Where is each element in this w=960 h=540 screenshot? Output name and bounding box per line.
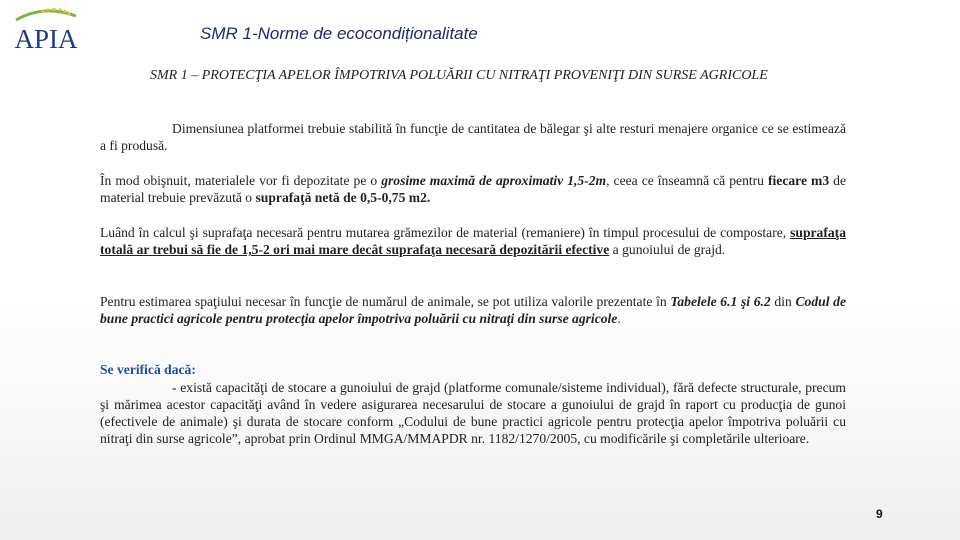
apia-logo — [8, 6, 84, 56]
code-reference: Codul de bune practici agricole pentru protecţia apelor împotriva poluării cu nitraţi din surse agricole — [100, 294, 846, 326]
bold-text: suprafaţă netă de 0,5-0,75 m2. — [255, 190, 431, 205]
text: Pentru estimarea spaţiului necesar în funcţie de numărul de animale, se pot utiliza valorile prezentate în — [100, 294, 671, 309]
text: a gunoiului de grajd. — [609, 242, 726, 257]
paragraph-space-estimate — [100, 293, 846, 327]
paragraph-total-area — [100, 224, 846, 258]
bold-text: fiecare m3 — [767, 173, 830, 188]
text: de material trebuie prevăzută o — [100, 173, 846, 205]
text: din — [770, 294, 796, 309]
text: În mod obişnuit, materialele vor fi depozitate pe o — [100, 173, 382, 188]
logo-text: APIA — [14, 24, 78, 54]
bold-italic-text: grosime maximă de aproximativ 1,5-2m — [381, 173, 607, 188]
section-title: SMR 1 – PROTECŢIA APELOR ÎMPOTRIVA POLUĂRII CU NITRAŢI PROVENIŢI DIN SURSE AGRICOLE — [150, 68, 768, 83]
text: . — [617, 311, 621, 326]
table-reference: Tabelele 6.1 şi 6.2 — [670, 294, 771, 309]
page-number: 9 — [876, 507, 883, 521]
paragraph-storage-thickness — [100, 172, 846, 206]
text: Luând în calcul şi suprafaţa necesară pentru mutarea grămezilor de material (remaniere) în timpul procesului de compostare, — [100, 225, 791, 240]
check-heading: Se verifică dacă: — [100, 362, 196, 377]
apia-logo-graphic — [8, 6, 84, 56]
paragraph-platform-size: Dimensiunea platformei trebuie stabilită în funcţie de cantitatea de bălegar şi alte resturi menajere organice ce se estimează a fi produsă. — [100, 121, 846, 153]
text: , ceea ce înseamnă că pentru — [606, 173, 768, 188]
slide-title: SMR 1-Norme de ecocondiționalitate — [200, 24, 478, 43]
underlined-bold-text: suprafaţa totală ar trebui să fie de 1,5-2 ori mai mare decât suprafaţa necesară depozitării efective — [100, 225, 846, 257]
check-text: - există capacităţi de stocare a gunoiului de grajd (platforme comunale/sisteme individual), fără defecte structurale, precum şi mărimea acestor capacităţi având în vedere asigurarea necesarului de stocare a gunoiului de grajd în raport cu producţia de gunoi (efectivele de animale) şi durata de stocare conform „Codului de bune practici agricole pentru protecţia apelor împotriva poluării cu nitraţi din surse agricole”, aprobat prin Ordinul MMGA/MMAPDR nr. 1182/1270/2005, cu modificările şi completările ulterioare. — [100, 380, 846, 446]
